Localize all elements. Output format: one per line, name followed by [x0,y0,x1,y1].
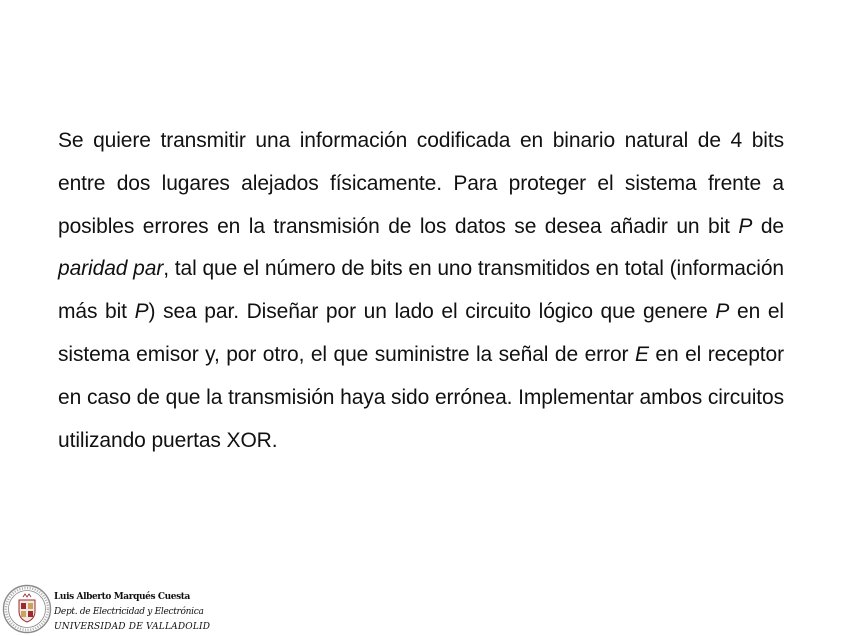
footer-text [54,590,210,635]
problem-text-segment: en el receptor en caso de que la transmisión haya sido errónea. Implementar ambos circuitos utilizando puertas XOR. [58,342,784,452]
variable-p: P [738,214,753,238]
problem-text-segment: Se quiere transmitir una información codificada en binario natural de 4 bits entre dos lugares alejados físicamente. Para proteger el sistema frente a posibles errores en la transmisión de los datos se desea añadir un bit [58,129,784,238]
department-name: Dept. de Electricidad y Electrónica [54,607,204,617]
problem-text-segment: , tal que el número de bits en uno transmitidos en total (información más bit [58,257,784,324]
university-seal-icon [2,584,52,634]
author-name: Luis Alberto Marqués Cuesta [54,592,190,602]
variable-p: P [134,300,149,324]
term-paridad-par: paridad par [58,257,164,281]
problem-text-segment: de [752,214,784,238]
variable-e: E [634,342,649,366]
problem-statement [58,120,784,462]
problem-text-segment: en el sistema emisor y, por otro, el que suministre la señal de error [58,300,784,366]
university-name: UNIVERSIDAD DE VALLADOLID [54,622,211,632]
problem-text-segment: ) sea par. Diseñar por un lado el circuito lógico que genere [148,300,716,324]
footer-credits [2,584,222,634]
variable-p: P [715,300,730,324]
